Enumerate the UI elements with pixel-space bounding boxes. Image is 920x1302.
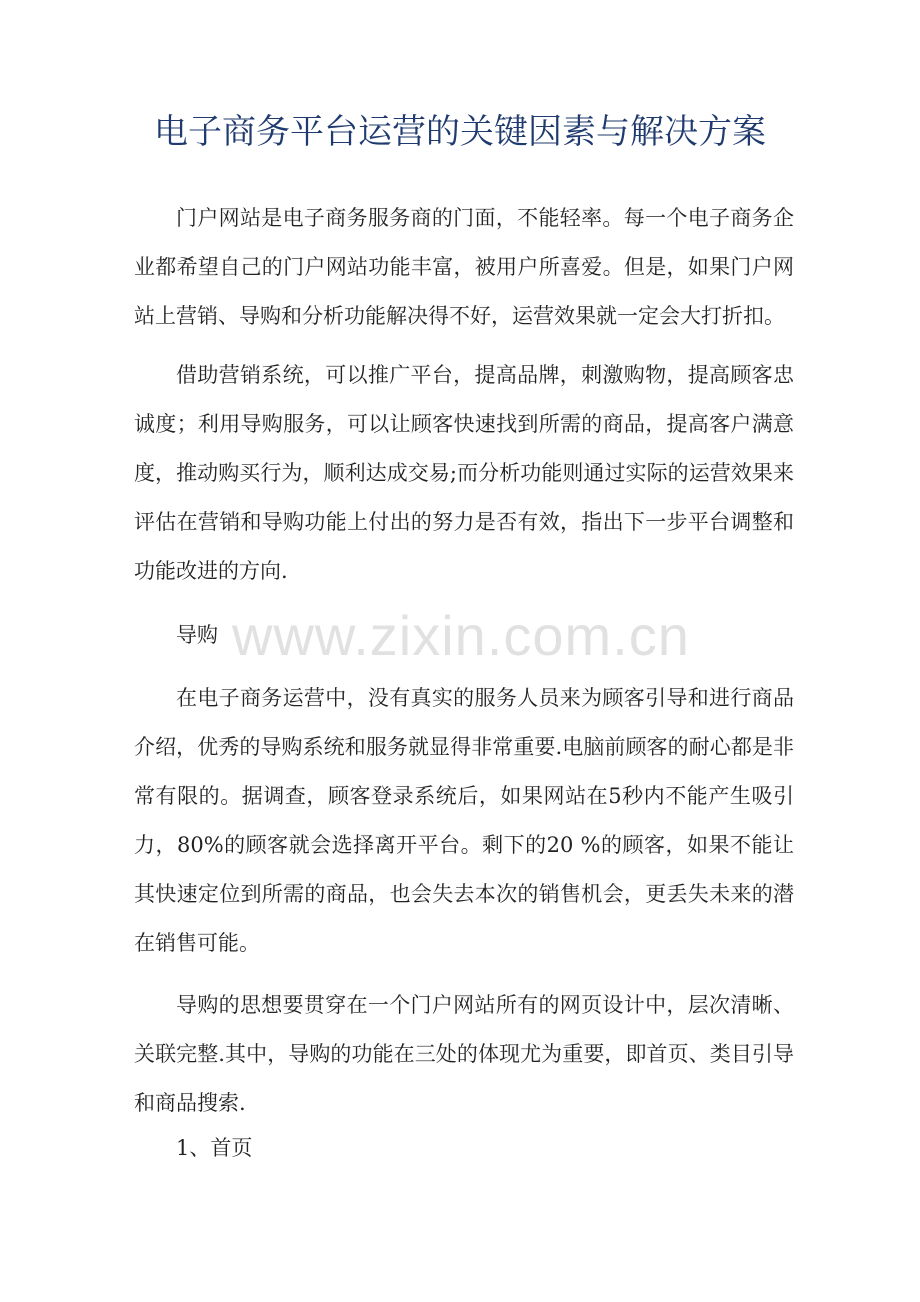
section-heading-guide: 导购 <box>176 623 218 647</box>
paragraph-guide-design: 导购的思想要贯穿在一个门户网站所有的网页设计中，层次清晰、关联完整.其中，导购的功能在三处的体现尤为重要，即首页、类目引导和商品搜索. <box>134 993 794 1115</box>
document-title: 电子商务平台运营的关键因素与解决方案 <box>154 112 766 152</box>
subheading-homepage: 1、首页 <box>176 1136 253 1160</box>
paragraph-marketing: 借助营销系统，可以推广平台，提高品牌，刺激购物，提高顾客忠诚度；利用导购服务，可以让顾客快速找到所需的商品，提高客户满意度，推动购买行为，顺利达成交易;而分析功能则通过实际的运营效果来评估在营销和导购功能上付出的努力是否有效，指出下一步平台调整和功能改进的方向. <box>134 363 794 583</box>
watermark: www.zixin.com.cn <box>232 604 690 667</box>
paragraph-guide-importance: 在电子商务运营中，没有真实的服务人员来为顾客引导和进行商品介绍，优秀的导购系统和服务就显得非常重要.电脑前顾客的耐心都是非常有限的。据调查，顾客登录系统后，如果网站在5秒内不能产生吸引力，80%的顾客就会选择离开平台。剩下的20 %的顾客，如果不能让其快速定位到所需的商品，也会失去本次的销售机会，更丢失未来的潜在销售可能。 <box>134 686 794 955</box>
paragraph-intro: 门户网站是电子商务服务商的门面，不能轻率。每一个电子商务企业都希望自己的门户网站功能丰富，被用户所喜爱。但是，如果门户网站上营销、导购和分析功能解决得不好，运营效果就一定会大打折扣。 <box>134 206 794 328</box>
